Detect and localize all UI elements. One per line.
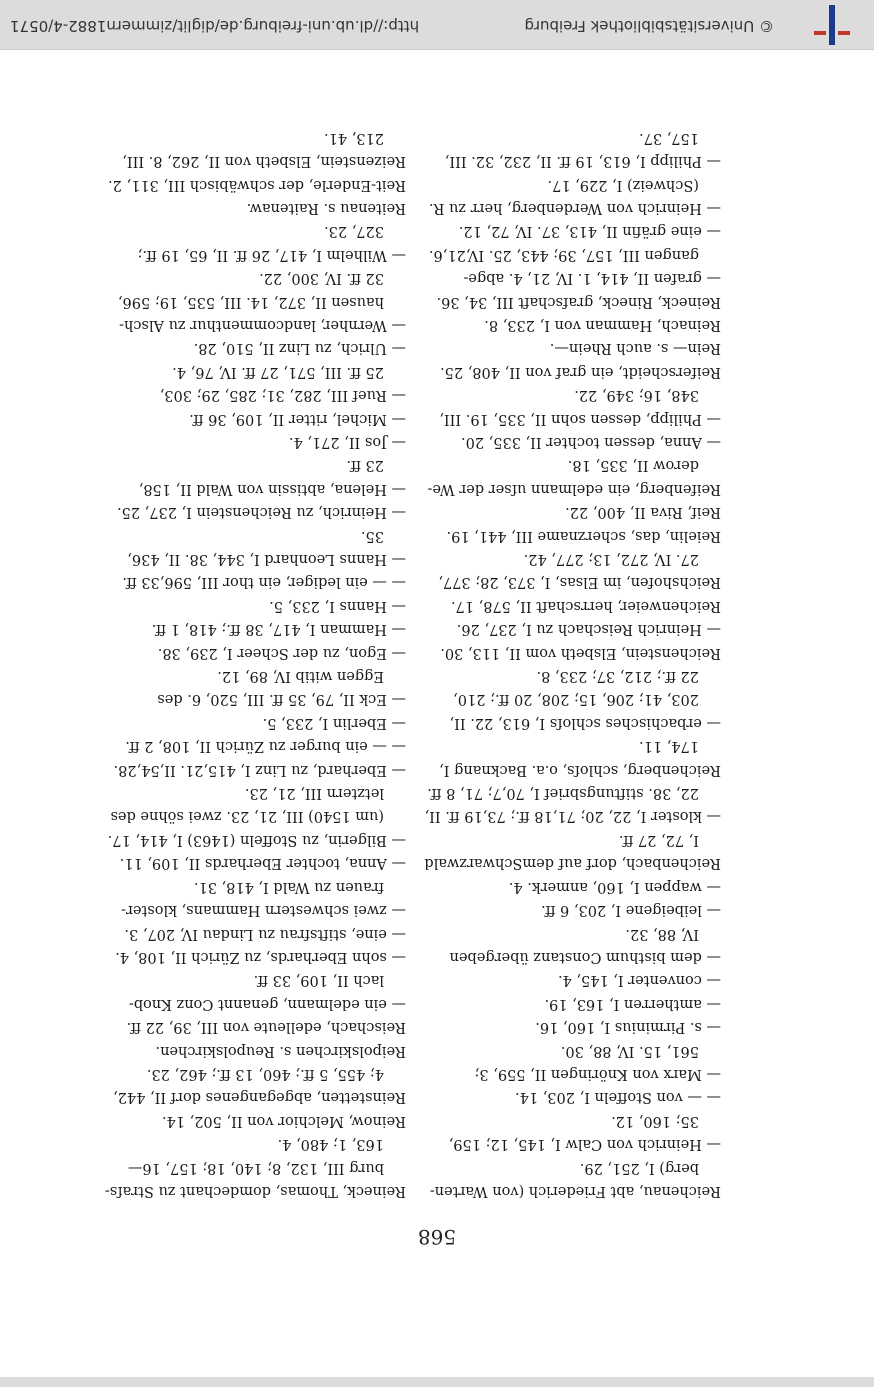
index-column-right xyxy=(76,125,406,1202)
index-entry-line: letztern III, 21, 23. xyxy=(244,785,384,802)
index-entry-line: — amtherren I, 163, 19. xyxy=(544,995,721,1012)
index-entry-line: — eine, stiftsfrau zu Lindau IV, 207, 3. xyxy=(124,925,406,942)
index-entry-line: Reielin, das, scherzname III, 441, 19. xyxy=(446,527,721,544)
index-entry-line: Reineck, Rineck, grafschaft III, 34, 36. xyxy=(436,293,721,310)
index-entry-line: 163, 1; 480, 4. xyxy=(277,1136,384,1153)
page-number: 568 xyxy=(417,1225,457,1249)
index-entry-line: — Anna, dessen tochter II, 335, 20. xyxy=(461,434,721,450)
index-entry-line: Reichenbach, dorf auf demSchwarzwald xyxy=(424,855,721,872)
copyright-text: © Universitätsbibliothek Freiburg xyxy=(524,17,774,35)
index-entry-line: — erbachisches schloſs I, 613, 22. II, xyxy=(449,714,721,731)
index-entry-line: 23 ff. xyxy=(346,457,384,474)
viewer-bottom-strip xyxy=(0,1377,874,1387)
index-entry-line: Reipolskirchen s. Reupolskirchen. xyxy=(155,1042,406,1059)
index-entry-line: — grafen II, 414, 1. IV, 21, 4. abge- xyxy=(463,270,721,287)
index-entry-line: — Ruef III, 282, 31; 285, 29; 303, xyxy=(159,387,406,404)
index-entry-line: frauen zu Wald I, 418, 31. xyxy=(193,878,384,895)
index-entry-line: Reinach, Hamman von I, 233, 8. xyxy=(484,316,721,333)
index-entry-line: I, 72, 27 ff. xyxy=(618,831,699,848)
index-entry-line: 561, 15. IV, 88, 30. xyxy=(560,1042,699,1059)
index-entry-line: Reit-Enderle, der schwäbisch III, 311, 2. xyxy=(108,176,406,193)
index-entry-line: — dem bisthum Constanz übergeben xyxy=(449,948,721,965)
index-entry-line: burg III, 132, 8; 140, 18; 157, 16— xyxy=(127,1159,384,1176)
index-entry-line: — Wilhelm I, 417, 26 ff. II, 65, 19 ff.; xyxy=(137,246,406,263)
index-entry-line: 22, 38. stiftungsbrief I, 70,7; 71, 8 ff. xyxy=(427,785,699,802)
index-entry-line: 348, 16; 349, 22. xyxy=(574,387,699,404)
index-entry-line: (Schweiz) I, 229, 17. xyxy=(547,176,699,193)
index-entry-line: — — ein burger zu Zürich II, 108, 2 ff. xyxy=(125,738,406,755)
index-entry-line: — Heinrich von Werdenberg, herr zu R. xyxy=(428,199,721,216)
index-entry-line: — Heinrich, zu Reichenstein I, 237, 25. xyxy=(117,504,406,521)
index-entry-line: Reizenstein, Elsbeth von II, 262, 8. III, xyxy=(122,153,406,170)
index-entry-line: — sohn Eberhards, zu Zürich II, 108, 4. xyxy=(115,948,406,965)
index-entry-line: 27. IV, 272, 13; 277, 42. xyxy=(523,551,699,568)
index-entry-line: Reiferscheidt, ein graf von II, 408, 25. xyxy=(440,363,721,380)
index-entry-line: lach II, 109, 33 ff. xyxy=(253,972,384,989)
index-entry-line: Reifenberg, ein edelmann uſser der We- xyxy=(427,480,721,497)
index-entry-line: Reischach, edelleute von III, 39, 22 ff. xyxy=(126,1019,406,1036)
index-entry-line: — eine gräfin II, 413, 37. IV, 72, 12. xyxy=(458,223,721,240)
index-entry-line: — s. Pirminius I, 160, 16. xyxy=(535,1019,721,1036)
index-entry-line: — Heinrich von Calw I, 145, 12; 159, xyxy=(448,1136,721,1153)
index-entry-line: berg) I, 251, 29. xyxy=(579,1159,699,1176)
index-entry-line: 203, 41; 206, 15; 208, 20 ff.; 210, xyxy=(453,691,699,708)
index-entry-line: — Helena, abtissin von Wald II, 158, xyxy=(138,480,406,497)
index-entry-line: (um 1540) III, 21, 23. zwei söhne des xyxy=(110,808,384,825)
index-entry-line: 32 ff. IV, 300, 22. xyxy=(259,270,384,287)
index-entry-line: — — ein lediger, ein thor III, 596,33 ff. xyxy=(122,574,406,591)
index-entry-line: Reinow, Melchior von II, 502, 14. xyxy=(161,1112,406,1129)
index-entry-line: — Hanns I, 233, 5. xyxy=(269,597,406,614)
source-url[interactable]: http://dl.ub.uni-freiburg.de/diglit/zimmern1882-4/0571 xyxy=(10,17,420,35)
index-entry-line: — Michel, ritter II, 109, 36 ff. xyxy=(189,410,406,427)
index-entry-line: 25 ff. III, 571, 27 ff. IV, 76, 4. xyxy=(172,363,384,380)
index-entry-line: — ein edelmann, genannt Conz Knob- xyxy=(128,995,406,1012)
index-entry-line: Reichenstein, Elsbeth vom II, 113, 30. xyxy=(440,644,721,661)
index-entry-line: Reineck, Thomas, domdechant zu Straſs- xyxy=(104,1183,406,1199)
index-entry-line: — Ulrich, zu Linz II, 510, 28. xyxy=(193,340,406,357)
index-entry-line: Eggen witib IV, 89, 12. xyxy=(217,668,384,685)
index-entry-line: — Jos II, 271, 4. xyxy=(288,434,406,450)
index-entry-line: — zwei schwestern Hammans, kloster- xyxy=(121,902,406,919)
index-entry-line: — conventer I, 145, 4. xyxy=(557,972,721,989)
index-entry-line: — Hamman I, 417, 38 ff.; 418, 1 ff. xyxy=(151,621,406,638)
index-entry-line: — leibeigene I, 203, 6 ff. xyxy=(541,902,721,919)
index-entry-line: 22 ff.; 212, 37; 233, 8. xyxy=(536,668,699,685)
index-entry-line: 35. xyxy=(360,527,384,544)
index-entry-line: — Eberhard, zu Linz I, 415,21. II,54,28. xyxy=(113,761,406,778)
index-entry-line: Reichshofen, im Elsas, I, 373, 28; 377, xyxy=(438,574,721,591)
index-entry-line: derow II, 335, 18. xyxy=(567,457,699,474)
index-entry-line: — Eck II, 79, 35 ff. III, 520, 6. des xyxy=(157,691,406,708)
index-entry-line: — Eberlin I, 233, 5. xyxy=(262,714,406,731)
index-entry-line: hausen II, 372, 14. III, 535, 19; 596, xyxy=(117,293,384,310)
index-entry-line: Reichenau, abt Friederich (von Warten- xyxy=(429,1183,721,1199)
index-entry-line: 327, 23. xyxy=(324,223,384,240)
index-entry-line: — Heinrich Reischach zu I, 237, 26. xyxy=(456,621,721,638)
index-entry-line: IV, 88, 32. xyxy=(625,925,699,942)
index-entry-line: 157, 37. xyxy=(639,129,699,146)
index-entry-line: Reichenweier, herrschaft II, 578, 17. xyxy=(450,597,721,614)
index-entry-line: Reitenau s. Raitenaw. xyxy=(246,199,406,216)
index-entry-line: — — von Stoffeln I, 203, 14. xyxy=(515,1089,721,1106)
library-logo-icon xyxy=(812,5,852,45)
index-entry-line: — Wernher, landcommenthur zu Alsch- xyxy=(119,316,406,333)
index-entry-line: — Marx von Knöringen II, 559, 3; xyxy=(474,1065,721,1082)
viewer-info-bar xyxy=(0,0,874,50)
index-entry-line: — kloster I, 22, 20; 71,18 ff.; 73,19 ff. II, xyxy=(424,808,721,825)
index-entry-line: 174, 11. xyxy=(639,738,699,755)
index-entry-line: 4; 455, 5 ff.; 460, 13 ff.; 462, 23. xyxy=(146,1065,384,1082)
index-entry-line: Reif, Riva II, 400, 22. xyxy=(565,504,721,521)
index-entry-line: Reinstetten, abgegangenes dorf II, 442, xyxy=(113,1089,406,1106)
index-entry-line: — Anna, tochter Eberhards II, 109, 11. xyxy=(119,855,406,872)
index-entry-line: Reichenberg, schloſs, o.a. Backnang I, xyxy=(439,761,721,778)
index-entry-line: 213, 41. xyxy=(324,129,384,146)
index-entry-line: — Bilgerin, zu Stoffeln (1463) I, 414, 17. xyxy=(107,831,406,848)
index-entry-line: — Philipp, dessen sohn II, 335, 19. III, xyxy=(439,410,721,427)
index-entry-line: — Philipp I, 613, 19 ff. II, 232, 32. III, xyxy=(444,153,721,170)
index-entry-line: — Hanns Leonhard I, 344, 38. II, 436, xyxy=(127,551,406,568)
index-entry-line: Rein— s. auch Rhein—. xyxy=(549,340,721,357)
index-entry-line: — Egon, zu der Scheer I, 239, 38. xyxy=(157,644,406,661)
index-entry-line: — wappen I, 160, anmerk. 4. xyxy=(508,878,721,895)
index-entry-line: 35; 160, 12. xyxy=(611,1112,699,1129)
index-entry-line: gangen III, 157, 39; 443, 25. IV,21,6. xyxy=(428,246,699,263)
index-column-left xyxy=(391,125,721,1202)
